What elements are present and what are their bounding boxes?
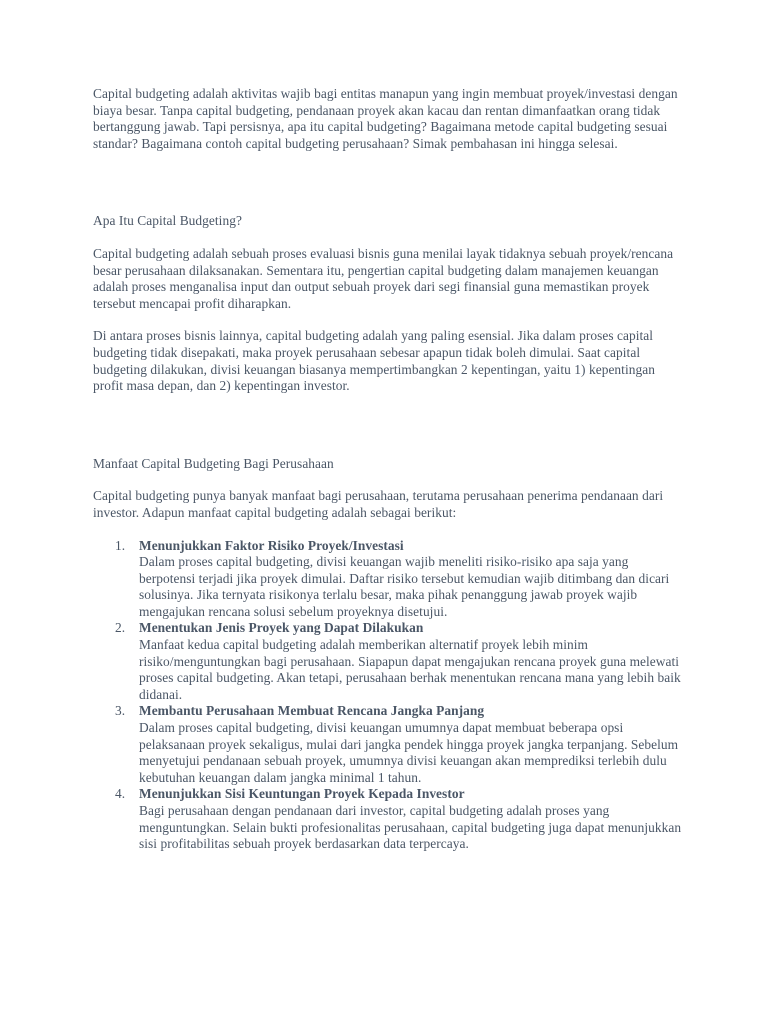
list-item bbox=[93, 703, 683, 786]
intro-paragraph: Capital budgeting adalah aktivitas wajib bagi entitas manapun yang ingin membuat proyek/investasi dengan biaya besar. Tanpa capital budgeting, pendanaan proyek akan kacau dan rentan dimanfaatkan orang tidak bertanggung jawab. Tapi persisnya, apa itu capital budgeting? Bagaimana metode capital budgeting sesuai standar? Bagaimana contoh capital budgeting perusahaan? Simak pembahasan ini hingga selesai. bbox=[93, 86, 678, 151]
list-item-number: 3. bbox=[115, 703, 126, 719]
document-body bbox=[93, 86, 683, 853]
section1-paragraph-2: Di antara proses bisnis lainnya, capital budgeting adalah yang paling esensial. Jika dalam proses capital budgeting tidak disepakati, maka proyek perusahaan sebesar apapun tidak boleh dimulai. Saat capital budgeting dilakukan, divisi keuangan biasanya mempertimbangkan 2 kepentingan, yaitu 1) kepentingan profit masa depan, dan 2) kepentingan investor. bbox=[93, 328, 655, 394]
list-item-title: Menunjukkan Sisi Keuntungan Proyek Kepada Investor bbox=[139, 786, 465, 802]
list-item bbox=[93, 786, 683, 852]
list-item-description: Bagi perusahaan dengan pendanaan dari investor, capital budgeting adalah proses yang menguntungkan. Selain bukti profesionalitas perusahaan, capital budgeting juga dapat menunjukkan sisi profitabilitas sebuah proyek berdasarkan data terpercaya. bbox=[139, 803, 682, 852]
list-item-title: Menunjukkan Faktor Risiko Proyek/Investasi bbox=[139, 537, 404, 553]
list-item-number: 4. bbox=[115, 786, 126, 802]
section-heading-manfaat: Manfaat Capital Budgeting Bagi Perusahaan bbox=[93, 455, 334, 471]
spacer bbox=[93, 152, 683, 213]
list-item-title: Menentukan Jenis Proyek yang Dapat Dilakukan bbox=[139, 620, 424, 636]
list-item-description: Dalam proses capital budgeting, divisi keuangan umumnya dapat membuat beberapa opsi pelaksanaan proyek sekaligus, mulai dari jangka pendek hingga proyek jangka terpanjang. Sebelum menyetujui pendanaan sebuah proyek, umumnya divisi keuangan akan memprediksi terlebih dulu kebutuhan keuangan dalam jangka minimal 1 tahun. bbox=[139, 720, 679, 785]
section2-paragraph-1: Capital budgeting punya banyak manfaat bagi perusahaan, terutama perusahaan penerima pendanaan dari investor. Adapun manfaat capital budgeting adalah sebagai berikut: bbox=[93, 488, 664, 520]
list-item-number: 2. bbox=[115, 620, 126, 636]
benefits-list bbox=[93, 538, 683, 853]
list-item-number: 1. bbox=[115, 537, 126, 553]
list-item-description: Manfaat kedua capital budgeting adalah memberikan alternatif proyek lebih minim risiko/menguntungkan bagi perusahaan. Siapapun dapat mengajukan rencana proyek guna melewati proses capital budgeting. Akan tetapi, perusahaan berhak menentukan rencana mana yang lebih baik didanai. bbox=[139, 637, 681, 702]
list-item bbox=[93, 620, 683, 703]
list-item-title: Membantu Perusahaan Membuat Rencana Jangka Panjang bbox=[139, 703, 485, 719]
section-heading-apa-itu: Apa Itu Capital Budgeting? bbox=[93, 213, 242, 229]
section1-paragraph-1: Capital budgeting adalah sebuah proses evaluasi bisnis guna menilai layak tidaknya sebuah proyek/rencana besar perusahaan dilaksanakan. Sementara itu, pengertian capital budgeting dalam manajemen keuangan adalah proses menganalisa input dan output sebuah proyek dari segi finansial guna memastikan proyek tersebut mencapai profit diharapkan. bbox=[93, 245, 674, 311]
spacer bbox=[93, 395, 683, 456]
list-item bbox=[93, 538, 683, 621]
list-item-description: Dalam proses capital budgeting, divisi keuangan wajib meneliti risiko-risiko apa saja yang berpotensi terjadi jika proyek dimulai. Daftar risiko tersebut kemudian wajib ditimbang dan dicari solusinya. Jika ternyata risikonya terlalu besar, maka pihak penanggung jawab proyek wajib mengajukan rencana solusi sebelum proyeknya disetujui. bbox=[139, 554, 670, 619]
